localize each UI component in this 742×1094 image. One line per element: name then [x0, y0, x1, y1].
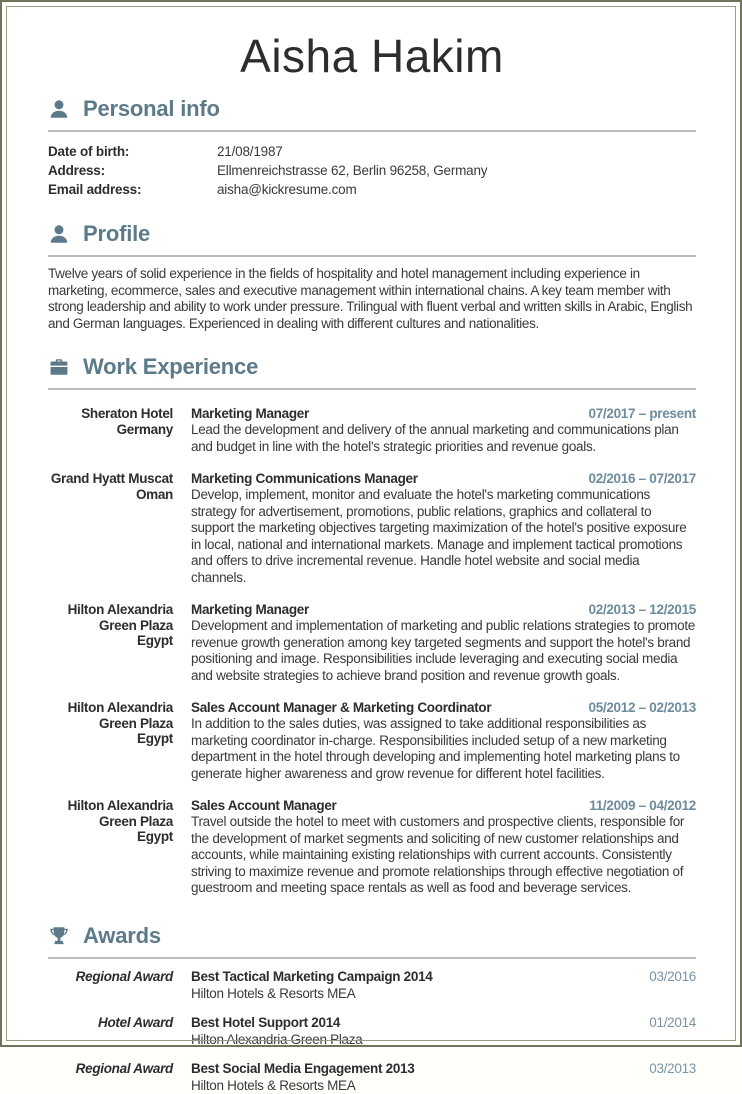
award-entry — [48, 1061, 696, 1094]
award-entry — [48, 969, 696, 1002]
award-details — [191, 969, 696, 1002]
job-details — [191, 798, 696, 897]
job-details — [191, 406, 696, 455]
field-value: Ellmenreichstrasse 62, Berlin 96258, Germany — [217, 163, 488, 178]
job-details — [191, 700, 696, 782]
award-title: Best Tactical Marketing Campaign 2014 — [191, 968, 433, 984]
job-company: Sheraton Hotel — [81, 406, 173, 421]
job-company-location — [48, 471, 173, 586]
personal-info-title: Personal info — [83, 96, 220, 121]
profile-title: Profile — [83, 221, 151, 246]
job-description: Develop, implement, monitor and evaluate the hotel's marketing communications strategy for advertisement, promotions, public relations, graphics and collateral to support the marketing objectives targeting maximization of the hotel's positive exposure in local, national and international markets. Manage and implement tactical promotions and offers to drive incremental revenue. Handle hotel website and social media channels. — [191, 487, 687, 585]
job-entry — [48, 700, 696, 782]
award-type: Regional Award — [75, 1060, 173, 1076]
person-icon — [48, 98, 70, 120]
field-date-of-birth — [48, 142, 696, 161]
job-description: Development and implementation of marketing and public relations strategies to promote revenue growth generation among key targeted segments and support the hotel's brand positioning and image. Responsibilities include leveraging and executing social media and website strategies to achieve brand position and revenue growth goals. — [191, 618, 695, 683]
job-dates: 11/2009 – 04/2012 — [589, 798, 696, 813]
job-description: In addition to the sales duties, was assigned to take additional responsibilities as marketing coordinator in-charge. Responsibilities included setup of a new marketing department in the hotel through developing and implementing hotel marketing plans to generate higher awareness and grow revenue for different hotel facilities. — [191, 716, 680, 781]
job-company: Hilton Alexandria Green Plaza — [67, 700, 173, 731]
award-date: 03/2016 — [649, 968, 696, 984]
job-location: Oman — [135, 486, 173, 502]
section-profile — [48, 221, 696, 332]
job-details — [191, 471, 696, 586]
award-details — [191, 1061, 696, 1094]
job-company-location — [48, 798, 173, 897]
job-company-location — [48, 602, 173, 684]
section-work-experience — [48, 354, 696, 897]
job-company: Grand Hyatt Muscat — [50, 471, 173, 486]
section-rule — [48, 957, 696, 959]
award-date: 03/2013 — [649, 1060, 696, 1076]
briefcase-icon — [48, 356, 70, 378]
award-org: Hilton Hotels & Resorts MEA — [191, 985, 356, 1001]
award-details — [191, 1015, 696, 1048]
field-label: Email address: — [48, 182, 142, 197]
awards-list — [48, 969, 696, 1094]
award-org: Hilton Alexandria Green Plaza — [191, 1031, 363, 1047]
job-location: Egypt — [136, 633, 173, 648]
job-company: Hilton Alexandria Green Plaza — [67, 798, 173, 829]
award-title: Best Hotel Support 2014 — [191, 1014, 341, 1030]
job-description: Travel outside the hotel to meet with customers and prospective clients, responsible for the development of market segments and soliciting of new customer relationships and accounts, while maintaining existing relationships with current accounts. Consistently striving to maximize revenue and promote relationships through effective negotiation of guestroom and meeting space rentals as well as food and beverage services. — [191, 814, 685, 895]
job-dates: 02/2013 – 12/2015 — [588, 602, 696, 617]
job-dates: 05/2012 – 02/2013 — [588, 700, 696, 715]
job-location: Egypt — [136, 829, 173, 844]
job-entry — [48, 602, 696, 684]
section-rule — [48, 388, 696, 390]
job-entry — [48, 798, 696, 897]
job-description: Lead the development and delivery of the annual marketing and communications plan and budget in line with the hotel's strategic priorities and revenue goals. — [191, 422, 679, 454]
job-title: Sales Account Manager — [191, 798, 337, 813]
section-rule — [48, 130, 696, 132]
award-date: 01/2014 — [649, 1014, 696, 1030]
section-awards — [48, 923, 696, 1094]
person-icon — [48, 223, 70, 245]
field-value: aisha@kickresume.com — [217, 182, 357, 197]
trophy-icon — [48, 925, 70, 947]
section-rule — [48, 255, 696, 257]
personal-info-header — [48, 96, 696, 122]
resume-page — [10, 10, 732, 1093]
profile-header — [48, 221, 696, 247]
award-type: Regional Award — [75, 968, 173, 984]
job-title: Marketing Manager — [191, 406, 309, 421]
job-location: Germany — [116, 421, 173, 437]
personal-info-fields — [48, 142, 696, 199]
job-details — [191, 602, 696, 684]
award-org: Hilton Hotels & Resorts MEA — [191, 1077, 356, 1093]
job-company: Hilton Alexandria Green Plaza — [67, 602, 173, 633]
job-title: Marketing Manager — [191, 602, 309, 617]
field-email — [48, 180, 696, 199]
work-experience-title: Work Experience — [83, 354, 259, 379]
job-title: Marketing Communications Manager — [191, 471, 418, 486]
job-location: Egypt — [136, 731, 173, 746]
award-entry — [48, 1015, 696, 1048]
field-address — [48, 161, 696, 180]
awards-header — [48, 923, 696, 949]
award-title: Best Social Media Engagement 2013 — [191, 1060, 415, 1076]
field-label: Address: — [48, 163, 105, 178]
job-company-location — [48, 700, 173, 782]
work-experience-header — [48, 354, 696, 380]
field-value: 21/08/1987 — [217, 144, 283, 159]
job-entry — [48, 406, 696, 455]
job-entry — [48, 471, 696, 586]
job-title: Sales Account Manager & Marketing Coordinator — [191, 700, 492, 715]
job-dates: 07/2017 – present — [588, 406, 696, 421]
profile-text: Twelve years of solid experience in the fields of hospitality and hotel management including experience in marketing, ecommerce, sales and executive management within international chains. A key team member with strong leadership and ability to work under pressure. Trilingual with fluent verbal and written skills in Arabic, English and German languages. Experienced in dealing with different cultures and nationalities. — [48, 266, 693, 331]
awards-title: Awards — [83, 922, 161, 948]
job-company-location — [48, 406, 173, 455]
section-personal-info — [48, 96, 696, 199]
award-type: Hotel Award — [98, 1014, 173, 1030]
field-label: Date of birth: — [48, 144, 130, 159]
resume-name: Aisha Hakim — [240, 30, 504, 82]
job-dates: 02/2016 – 07/2017 — [588, 471, 696, 486]
